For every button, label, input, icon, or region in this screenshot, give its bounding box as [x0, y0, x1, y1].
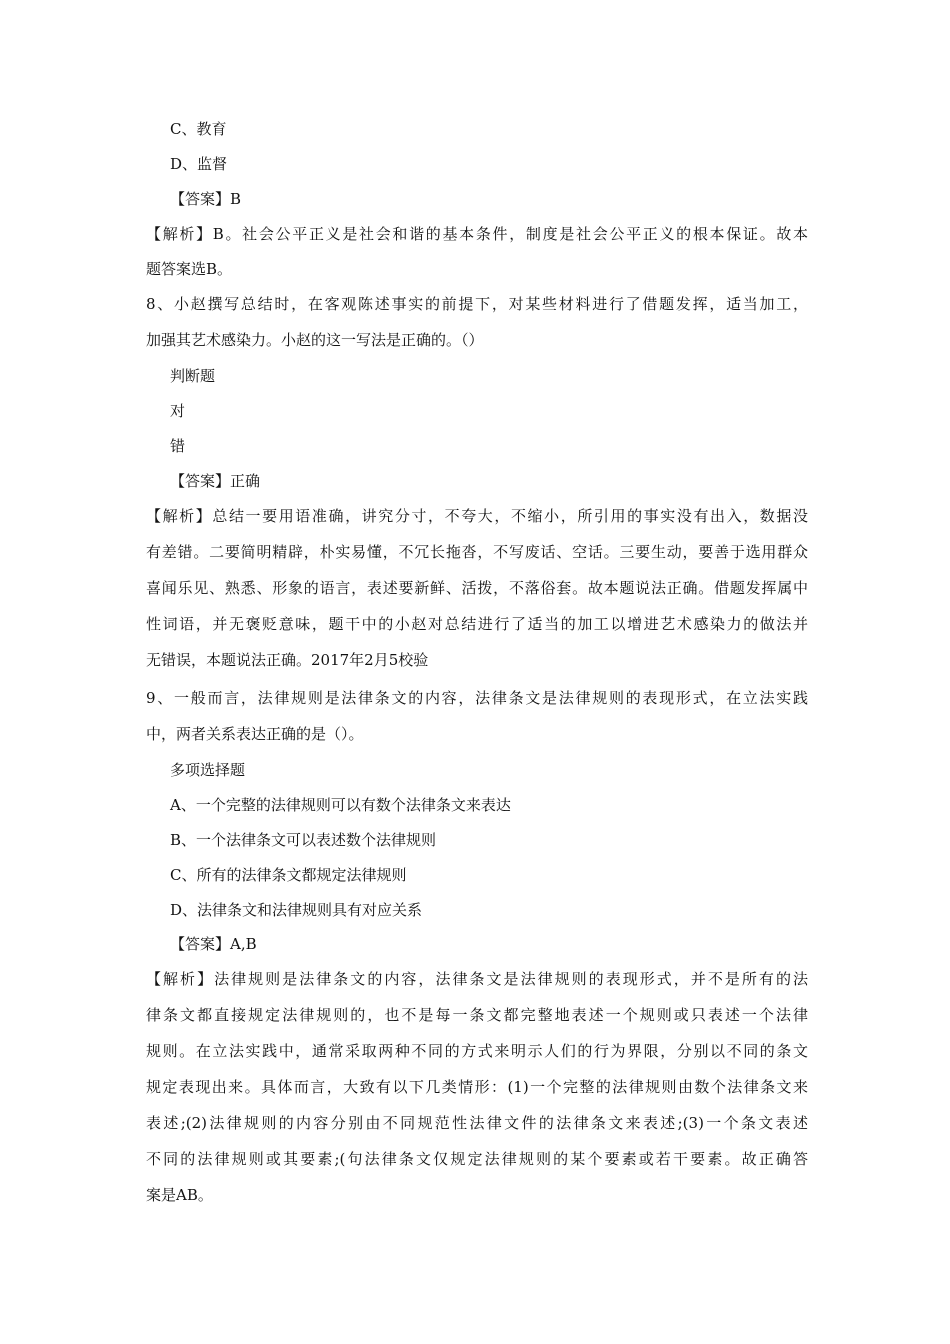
- q8-answer: 【答案】正确: [170, 472, 261, 490]
- q9-option-d: D、法律条文和法律规则具有对应关系: [170, 901, 423, 919]
- q8-question-type: 判断题: [170, 367, 216, 385]
- q7-option-c: C、教育: [170, 120, 227, 138]
- q7-analysis-line: 【解析】B。社会公平正义是社会和谐的基本条件，制度是社会公平正义的根本保证。故本: [146, 225, 808, 243]
- q8-analysis-line: 无错误，本题说法正确。2017年2月5校验: [146, 651, 429, 669]
- q9-option-c: C、所有的法律条文都规定法律规则: [170, 866, 407, 884]
- q8-analysis-line: 喜闻乐见、熟悉、形象的语言，表述要新鲜、活拨，不落俗套。故本题说法正确。借题发挥属中: [146, 579, 808, 597]
- q8-option: 错: [170, 437, 186, 455]
- q9-stem-line: 中，两者关系表达正确的是（）。: [146, 725, 364, 743]
- q9-analysis-line: 【解析】法律规则是法律条文的内容，法律条文是法律规则的表现形式，并不是所有的法: [146, 970, 808, 988]
- q8-option: 对: [170, 402, 186, 420]
- q9-analysis-line: 律条文都直接规定法律规则的，也不是每一条文都完整地表述一个规则或只表述一个法律: [146, 1006, 808, 1024]
- q9-analysis-line: 表述;(2)法律规则的内容分别由不同规范性法律文件的法律条文来表述;(3)一个条文表述: [146, 1114, 808, 1132]
- q7-option-d: D、监督: [170, 155, 228, 173]
- q8-analysis-line: 【解析】总结一要用语准确，讲究分寸，不夸大，不缩小，所引用的事实没有出入，数据没: [146, 507, 808, 525]
- q9-analysis-line: 案是AB。: [146, 1186, 213, 1204]
- q9-option-b: B、一个法律条文可以表述数个法律规则: [170, 831, 437, 849]
- q7-analysis-line: 题答案选B。: [146, 260, 233, 278]
- q9-answer: 【答案】A,B: [170, 935, 257, 953]
- q8-stem-line: 8、小赵撰写总结时，在客观陈述事实的前提下，对某些材料进行了借题发挥，适当加工，: [146, 295, 808, 313]
- q9-analysis-line: 规定表现出来。具体而言，大致有以下几类情形：(1)一个完整的法律规则由数个法律条文来: [146, 1078, 808, 1096]
- q8-analysis-line: 有差错。二要简明精辟，朴实易懂，不冗长拖沓，不写废话、空话。三要生动，要善于选用群众: [146, 543, 808, 561]
- q9-stem-line: 9、一般而言，法律规则是法律条文的内容，法律条文是法律规则的表现形式，在立法实践: [146, 689, 808, 707]
- q8-analysis-line: 性词语，并无褒贬意味，题干中的小赵对总结进行了适当的加工以增进艺术感染力的做法并: [146, 615, 808, 633]
- q9-analysis-line: 规则。在立法实践中，通常采取两种不同的方式来明示人们的行为界限，分别以不同的条文: [146, 1042, 808, 1060]
- q8-stem-line: 加强其艺术感染力。小赵的这一写法是正确的。（）: [146, 331, 484, 349]
- q9-option-a: A、一个完整的法律规则可以有数个法律条文来表达: [170, 796, 511, 814]
- q9-question-type: 多项选择题: [170, 761, 246, 779]
- q7-answer: 【答案】B: [170, 190, 242, 208]
- q9-analysis-line: 不同的法律规则或其要素;(句法律条文仅规定法律规则的某个要素或若干要素。故正确答: [146, 1150, 808, 1168]
